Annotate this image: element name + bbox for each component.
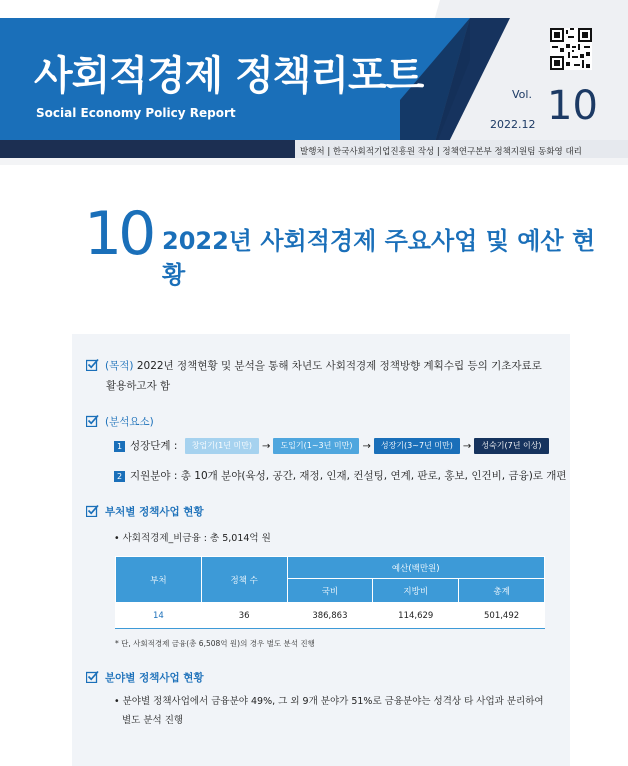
arrow-icon: → xyxy=(462,440,472,452)
by-field-text-line1: • 분야별 정책사업에서 금융분야 49%, 그 외 9개 분야가 51%로 금융분야는 성격상 타 사업과 분리하여 xyxy=(114,696,544,707)
non-finance-total: • 사회적경제_비금융 : 총 5,014억 원 xyxy=(114,533,271,544)
table-cell: 386,863 xyxy=(287,603,373,629)
item-number-badge: 2 xyxy=(114,471,125,482)
growth-stage-row xyxy=(114,438,549,454)
stage-pill-intro: 도입기(1~3년 미만) xyxy=(273,438,359,454)
article-number: 10 xyxy=(84,199,153,269)
table-cell: 14 xyxy=(116,603,202,629)
publisher-info: 발행처 | 한국사회적기업진흥원 작성 | 정책연구본부 정책지원팀 동화영 대리 xyxy=(300,147,582,157)
volume-label: Vol. xyxy=(512,88,532,101)
table-header-national: 국비 xyxy=(287,579,373,603)
qr-code-icon xyxy=(550,28,592,70)
item-number-badge: 1 xyxy=(114,441,125,452)
checkbox-check-icon xyxy=(86,504,99,517)
table-header-budget: 예산(백만원) xyxy=(287,557,545,579)
arrow-icon: → xyxy=(262,440,271,452)
table-header-local: 지방비 xyxy=(373,579,459,603)
growth-stage-label: 성장단계 : xyxy=(130,440,178,452)
by-field-text-line2: 별도 분석 진행 xyxy=(122,715,184,726)
checkbox-check-icon xyxy=(86,670,99,683)
article-title: 2022년 사회적경제 주요사업 및 예산 현황 xyxy=(162,227,596,289)
report-header xyxy=(0,0,628,165)
stage-pill-startup: 창업기(1년 미만) xyxy=(185,438,259,454)
stage-pill-growth: 성장기(3~7년 미만) xyxy=(374,438,460,454)
arrow-icon: → xyxy=(362,440,371,452)
by-ministry-label: 부처별 정책사업 현황 xyxy=(105,506,204,518)
table-cell: 114,629 xyxy=(373,603,459,629)
by-field-label: 분야별 정책사업 현황 xyxy=(105,672,204,684)
purpose-text-line1: 2022년 정책현황 및 분석을 통해 차년도 사회적경제 정책방향 계획수립 등의 기초자료로 xyxy=(136,360,542,372)
table-header-total: 총계 xyxy=(459,579,545,603)
report-title: 사회적경제 정책리포트 xyxy=(34,53,424,99)
budget-table xyxy=(115,556,545,629)
report-subtitle: Social Economy Policy Report xyxy=(36,106,236,120)
checkbox-check-icon xyxy=(86,358,99,371)
support-field-row xyxy=(114,468,567,483)
stage-pill-mature: 성숙기(7년 이상) xyxy=(474,438,548,454)
checkbox-check-icon xyxy=(86,414,99,427)
table-header-count: 정책 수 xyxy=(201,557,287,603)
purpose-section xyxy=(86,356,556,396)
support-field-text: 지원분야 : 총 10개 분야(육성, 공간, 재정, 인재, 컨설팅, 연계, 판로, 홍보, 인건비, 금융)로 개편 xyxy=(130,470,567,482)
table-cell: 501,492 xyxy=(459,603,545,629)
purpose-text-line2: 활용하고자 함 xyxy=(106,380,171,392)
volume-number: 10 xyxy=(547,83,598,129)
elements-section-header xyxy=(86,414,154,429)
table-note: * 단, 사회적경제 금융(총 6,508억 원)의 경우 별도 분석 진행 xyxy=(115,639,315,648)
elements-label: (분석요소) xyxy=(105,416,154,428)
table-header-ministry: 부처 xyxy=(116,557,202,603)
by-field-text xyxy=(114,692,564,730)
purpose-label: (목적) xyxy=(105,360,134,372)
by-ministry-section-header xyxy=(86,504,204,519)
issue-date: 2022.12 xyxy=(490,118,536,131)
by-field-section-header xyxy=(86,670,204,685)
table-cell: 36 xyxy=(201,603,287,629)
table-row xyxy=(116,603,545,629)
